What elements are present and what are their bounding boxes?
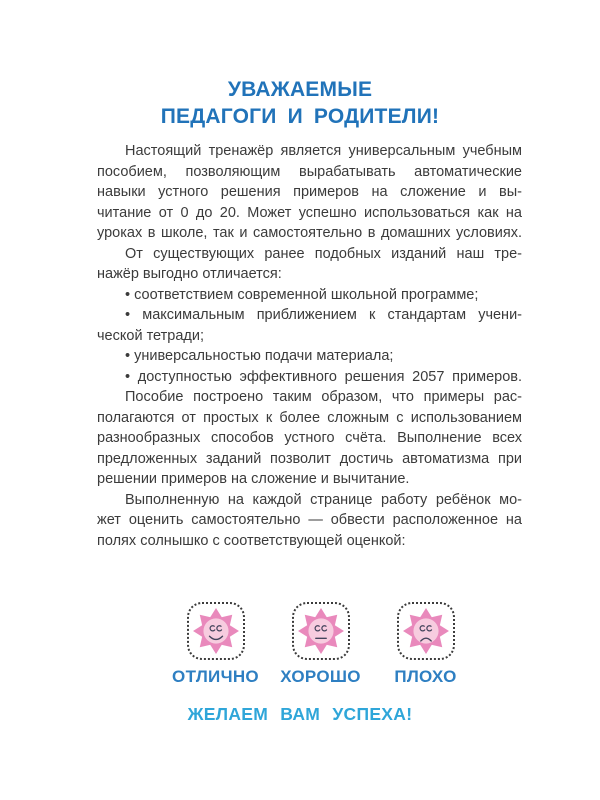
body-line: ческой тетради; <box>97 327 204 344</box>
page-title-line2: ПЕДАГОГИ И РОДИТЕЛИ! <box>160 105 440 128</box>
bullet-line: • соответствием современной школьной программе; <box>125 286 479 303</box>
body-text <box>97 141 522 551</box>
body-line: решении примеров на сложение и вычитание. <box>97 471 410 487</box>
body-line: жет оценить самостоятельно — обвести расположенное на <box>97 512 522 528</box>
bullet-line: • доступностью эффективного решения 2057 примеров. <box>125 368 522 385</box>
rating-label: ОТЛИЧНО <box>172 667 259 686</box>
bullet-line: • универсальностью подачи материала; <box>125 348 394 364</box>
rating-item <box>163 602 268 687</box>
rating-sun-box <box>187 602 245 660</box>
rating-label: ПЛОХО <box>394 667 457 686</box>
body-line: предложенных заданий позволит достичь автоматизма при <box>97 450 522 467</box>
rating-sun-box <box>292 602 350 660</box>
body-line: разнообразных способов устного счёта. Выполнение всех <box>97 430 522 446</box>
body-line: читание от 0 до 20. Может успешно использоваться как на <box>97 204 522 221</box>
page-title-line1: УВАЖАЕМЫЕ <box>227 78 373 101</box>
body-line: полях солнышко с соответствующей оценкой: <box>97 532 406 549</box>
rating-item <box>373 602 478 687</box>
rating-label: ХОРОШО <box>280 667 361 686</box>
body-line: нажёр выгодно отличается: <box>97 266 282 282</box>
rating-suns-row <box>163 602 478 687</box>
body-line: Настоящий тренажёр является универсальным учебным <box>125 143 522 159</box>
body-line: Выполненную на каждой странице работу ребёнок мо- <box>125 491 522 508</box>
body-line: навыки устного решения примеров на сложение и вы- <box>97 184 522 200</box>
body-line: полагаются от простых к более сложным с использованием <box>97 409 522 426</box>
body-line: пособием, позволяющим вырабатывать автоматические <box>97 163 522 180</box>
footer-message: ЖЕЛАЕМ ВАМ УСПЕХА! <box>187 704 413 724</box>
neutral-sun-icon <box>295 605 347 657</box>
rating-item <box>268 602 373 687</box>
page-title <box>0 76 600 130</box>
body-line: уроках в школе, так и самостоятельно в домашних условиях. <box>97 225 522 241</box>
rating-sun-box <box>397 602 455 660</box>
bullet-line: • максимальным приближением к стандартам учени- <box>125 307 522 323</box>
frown-sun-icon <box>400 605 452 657</box>
smile-sun-icon <box>190 605 242 657</box>
body-line: От существующих ранее подобных изданий наш тре- <box>125 245 522 262</box>
body-line: Пособие построено таким образом, что примеры рас- <box>125 389 522 405</box>
